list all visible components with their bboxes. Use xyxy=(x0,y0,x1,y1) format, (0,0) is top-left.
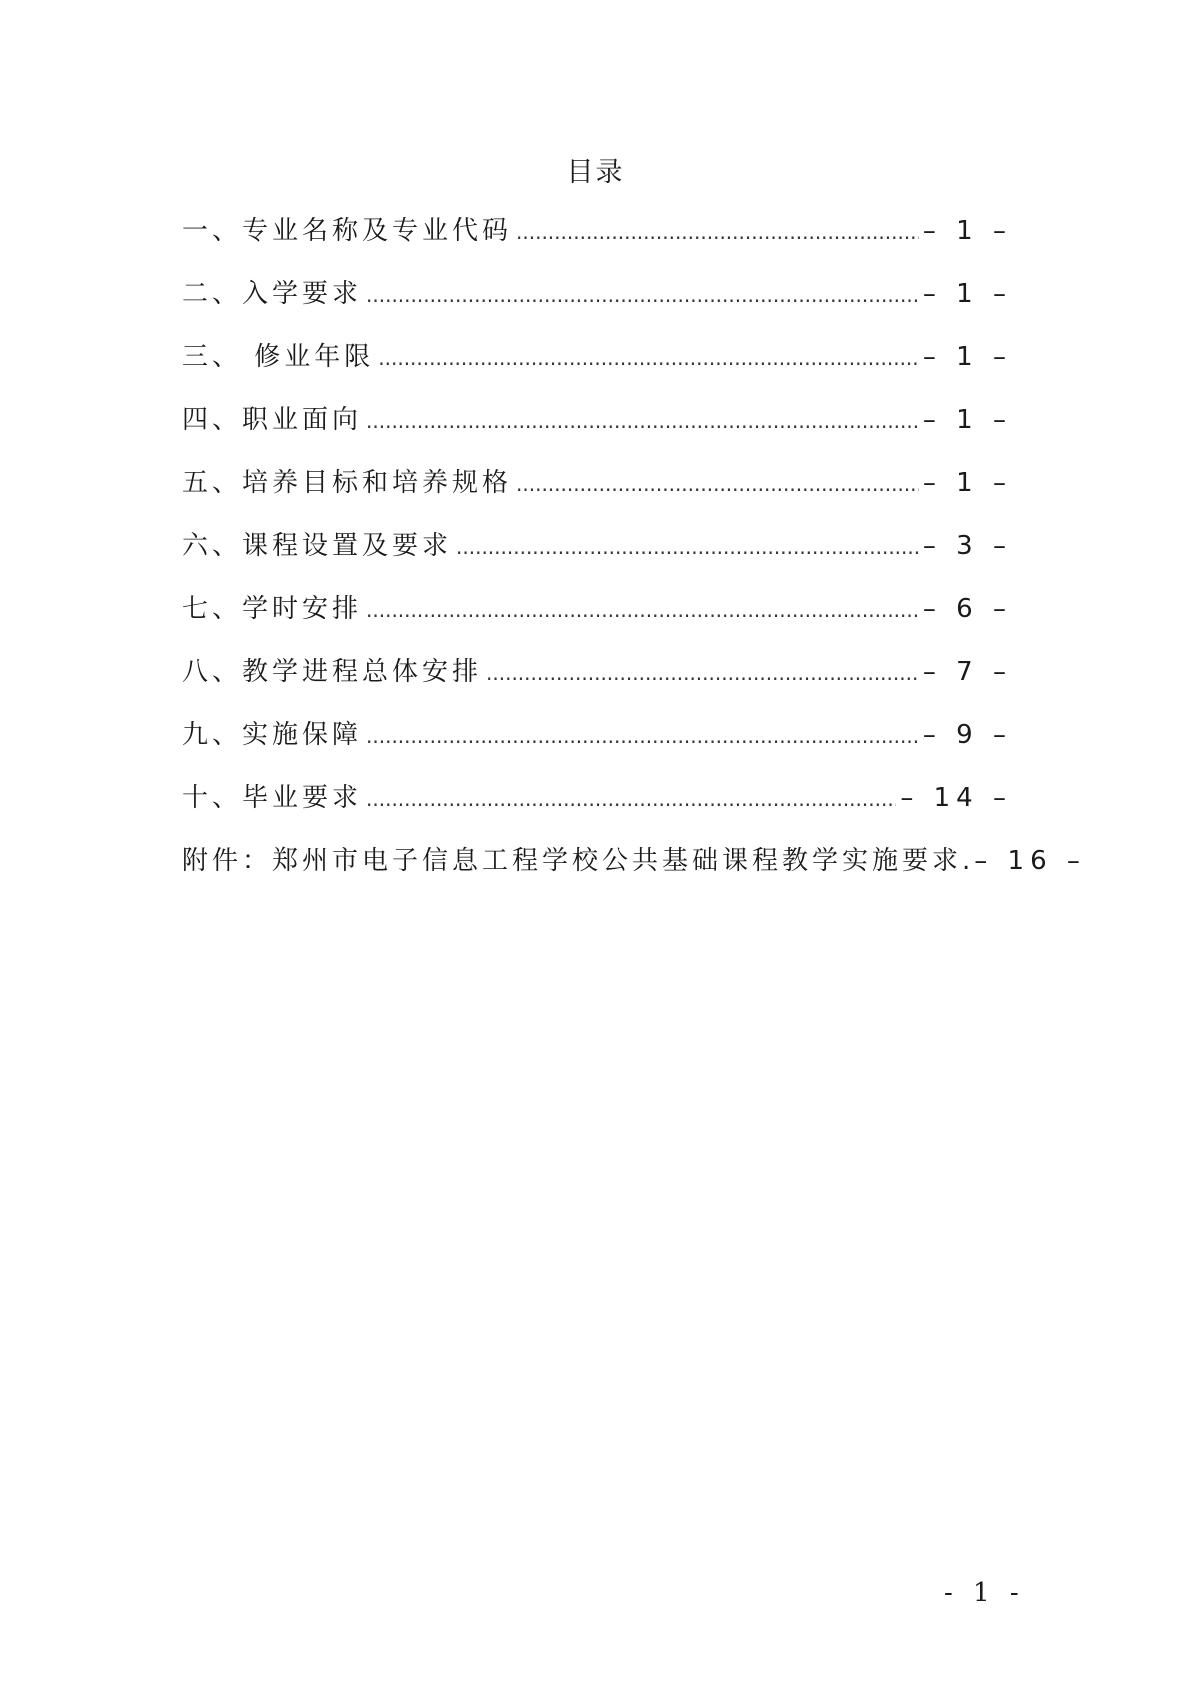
toc-entry-label: 五、培养目标和培养规格 xyxy=(182,468,513,498)
toc-entry-page: – 3 – xyxy=(922,531,1012,561)
toc-entry-label: 六、课程设置及要求 xyxy=(182,531,453,561)
toc-entry-label: 一、专业名称及专业代码 xyxy=(182,216,513,246)
toc-title: 目录 xyxy=(566,157,625,188)
toc-entry-page: – 6 – xyxy=(922,594,1012,624)
dot-leader xyxy=(366,598,919,622)
toc-entry-2[interactable] xyxy=(182,273,1012,336)
page-number: - 1 - xyxy=(944,1578,1025,1608)
toc-entry-page: – 1 – xyxy=(922,405,1012,435)
toc-entry-3[interactable] xyxy=(182,336,1012,399)
toc-entry-label: 四、职业面向 xyxy=(182,405,363,435)
toc-entry-1[interactable] xyxy=(182,210,1012,273)
toc-list xyxy=(182,210,1086,903)
toc-entry-page: – 14 – xyxy=(900,783,1012,813)
dot-leader xyxy=(456,535,919,559)
toc-entry-4[interactable] xyxy=(182,399,1012,462)
toc-entry-label: 十、毕业要求 xyxy=(182,783,363,813)
toc-entry-page: – 16 – xyxy=(974,846,1086,876)
dot-leader xyxy=(378,346,919,370)
toc-entry-label: 八、教学进程总体安排 xyxy=(182,657,483,687)
dot-leader xyxy=(516,472,919,496)
toc-entry-page: – 9 – xyxy=(922,720,1012,750)
dot-leader xyxy=(516,220,919,244)
toc-entry-label: 九、实施保障 xyxy=(182,720,363,750)
dot-leader xyxy=(486,661,919,685)
toc-entry-label: 附件：郑州市电子信息工程学校公共基础课程教学实施要求. xyxy=(182,846,975,876)
toc-entry-8[interactable] xyxy=(182,651,1012,714)
toc-entry-label: 三、 修业年限 xyxy=(182,342,375,372)
dot-leader xyxy=(366,283,919,307)
toc-entry-page: – 1 – xyxy=(922,279,1012,309)
toc-entry-page: – 1 – xyxy=(922,216,1012,246)
toc-entry-page: – 1 – xyxy=(922,468,1012,498)
dot-leader xyxy=(366,787,896,811)
toc-entry-label: 二、入学要求 xyxy=(182,279,363,309)
toc-entry-appendix[interactable] xyxy=(182,840,1086,903)
toc-entry-label: 七、学时安排 xyxy=(182,594,363,624)
toc-entry-7[interactable] xyxy=(182,588,1012,651)
dot-leader xyxy=(366,724,919,748)
dot-leader xyxy=(366,409,919,433)
toc-entry-9[interactable] xyxy=(182,714,1012,777)
toc-entry-5[interactable] xyxy=(182,462,1012,525)
toc-entry-10[interactable] xyxy=(182,777,1012,840)
toc-entry-page: – 7 – xyxy=(922,657,1012,687)
toc-entry-6[interactable] xyxy=(182,525,1012,588)
toc-entry-page: – 1 – xyxy=(922,342,1012,372)
